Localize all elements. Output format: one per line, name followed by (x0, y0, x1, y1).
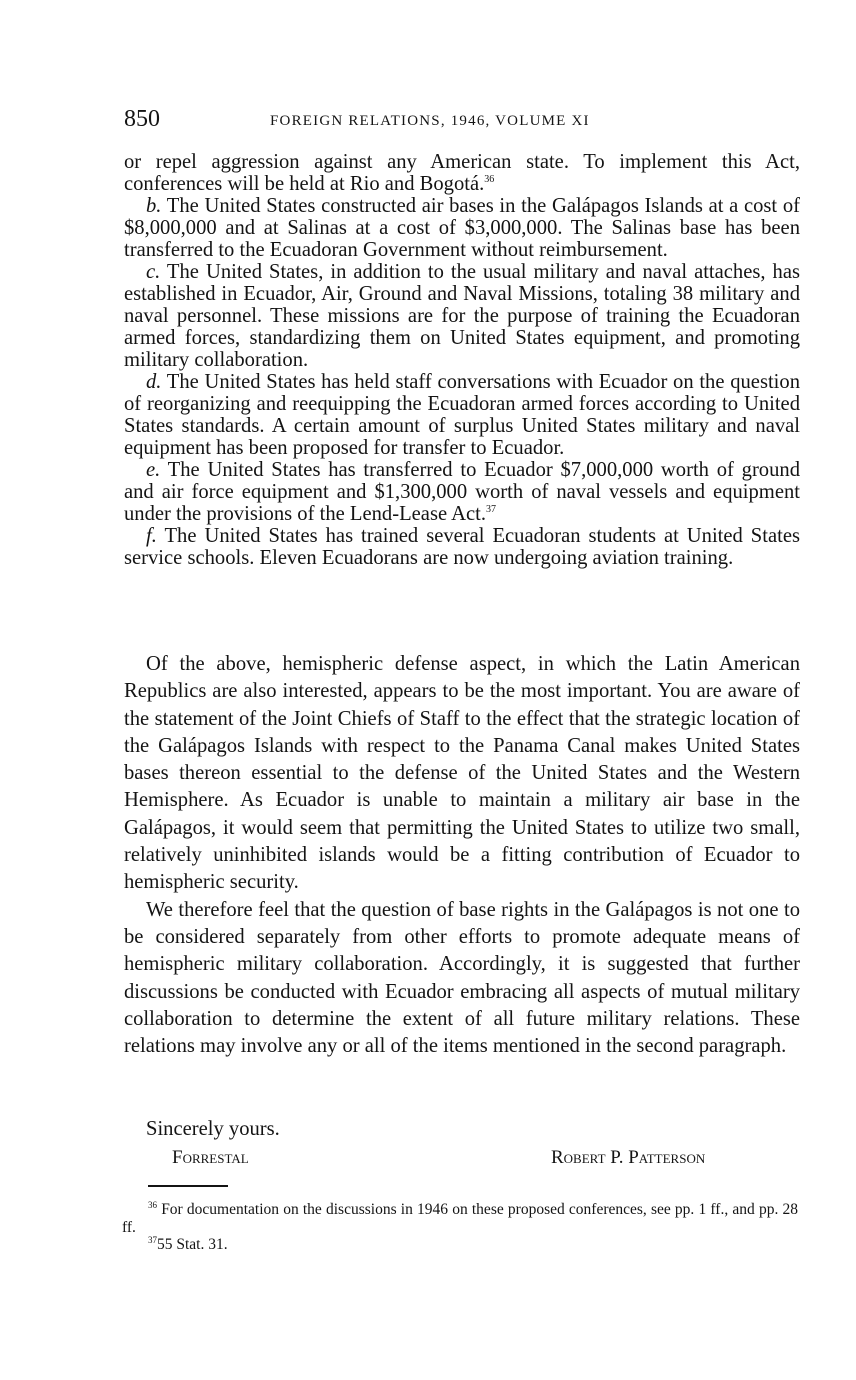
item-text: The United States constructed air bases in the Galápagos Islands at a cost of $8,000,000 and at Salinas at a cost of $3,000,000. The Salinas base has been transferred to the Ecuadoran Government without reimbursement. (124, 195, 800, 261)
footnote-ref: 36 (484, 174, 495, 185)
signature-right: Robert P. Patterson (551, 1147, 706, 1168)
running-head: FOREIGN RELATIONS, 1946, VOLUME XI (270, 113, 590, 129)
paragraph: We therefore feel that the question of base rights in the Galápagos is not one to be considered separately from other efforts to promote adequate means of hemispheric military collaboration. Accordingly, it is suggested that further discussions be conducted with Ecuador embracing all aspects of mutual military collaboration to determine the extent of all future military relations. These relations may involve any or all of the items mentioned in the second paragraph. (124, 898, 800, 1058)
list-item (124, 525, 800, 569)
list-item (124, 459, 800, 525)
footnote-number: 37 (148, 1235, 157, 1245)
item-marker: b. (146, 195, 162, 217)
item-marker: f. (146, 525, 157, 547)
list-item (124, 151, 800, 195)
footnote-number: 36 (148, 1200, 157, 1210)
item-text: The United States has held staff conversations with Ecuador on the question of reorganizing and reequipping the Ecuadoran armed forces according to United States standards. A certain amount of surplus United States military and naval equipment has been proposed for transfer to Ecuador. (124, 371, 800, 459)
list-item (124, 261, 800, 371)
closing-salutation: Sincerely yours. (146, 1118, 280, 1140)
footnotes (122, 1201, 798, 1254)
page-header (124, 104, 800, 136)
footnote (122, 1201, 798, 1236)
item-marker: c. (146, 261, 161, 283)
signature-left: Forrestal (172, 1147, 249, 1168)
item-text: The United States, in addition to the usual military and naval attaches, has established in Ecuador, Air, Ground and Naval Missions, totaling 38 military and naval personnel. These missions are for the purpose of training the Ecuadoran armed forces, standardizing them on United States equipment, and promoting military collaboration. (124, 261, 800, 371)
footnote-ref: 37 (486, 504, 496, 515)
item-marker: d. (146, 371, 162, 393)
paragraph: Of the above, hemispheric defense aspect, in which the Latin American Republics are also interested, appears to be the most important. You are aware of the statement of the Joint Chiefs of Staff to the effect that the strategic location of the Galápagos Islands with respect to the Panama Canal makes United States bases thereon essential to the defense of the United States and the Western Hemisphere. As Ecuador is unable to maintain a military air base in the Galápagos, it would seem that permitting the United States to utilize two small, relatively uninhibited islands would be a fitting contribution of Ecuador to hemispheric security. (124, 653, 800, 894)
footnote (122, 1236, 798, 1254)
item-text: The United States has trained several Ecuadoran students at United States service schools. Eleven Ecuadorans are now undergoing aviation training. (124, 525, 800, 569)
list-item (124, 195, 800, 261)
footnote-rule (148, 1185, 228, 1187)
item-text: The United States has transferred to Ecuador $7,000,000 worth of ground and air force equipment and $1,300,000 worth of naval vessels and equipment under the provisions of the Lend-Lease Act. (124, 459, 800, 525)
footnote-text: For documentation on the discussions in 1946 on these proposed conferences, see pp. 1 ff., and pp. 28 ff. (122, 1201, 799, 1236)
page-number: 850 (124, 106, 160, 132)
item-text: or repel aggression against any American state. To implement this Act, conferences will be held at Rio and Bogotá. (124, 151, 800, 195)
list-item (124, 371, 800, 459)
enumerated-items (124, 151, 800, 569)
body-paragraphs (124, 651, 800, 1060)
item-marker: e. (146, 459, 161, 481)
footnote-text: 55 Stat. 31. (157, 1236, 228, 1253)
